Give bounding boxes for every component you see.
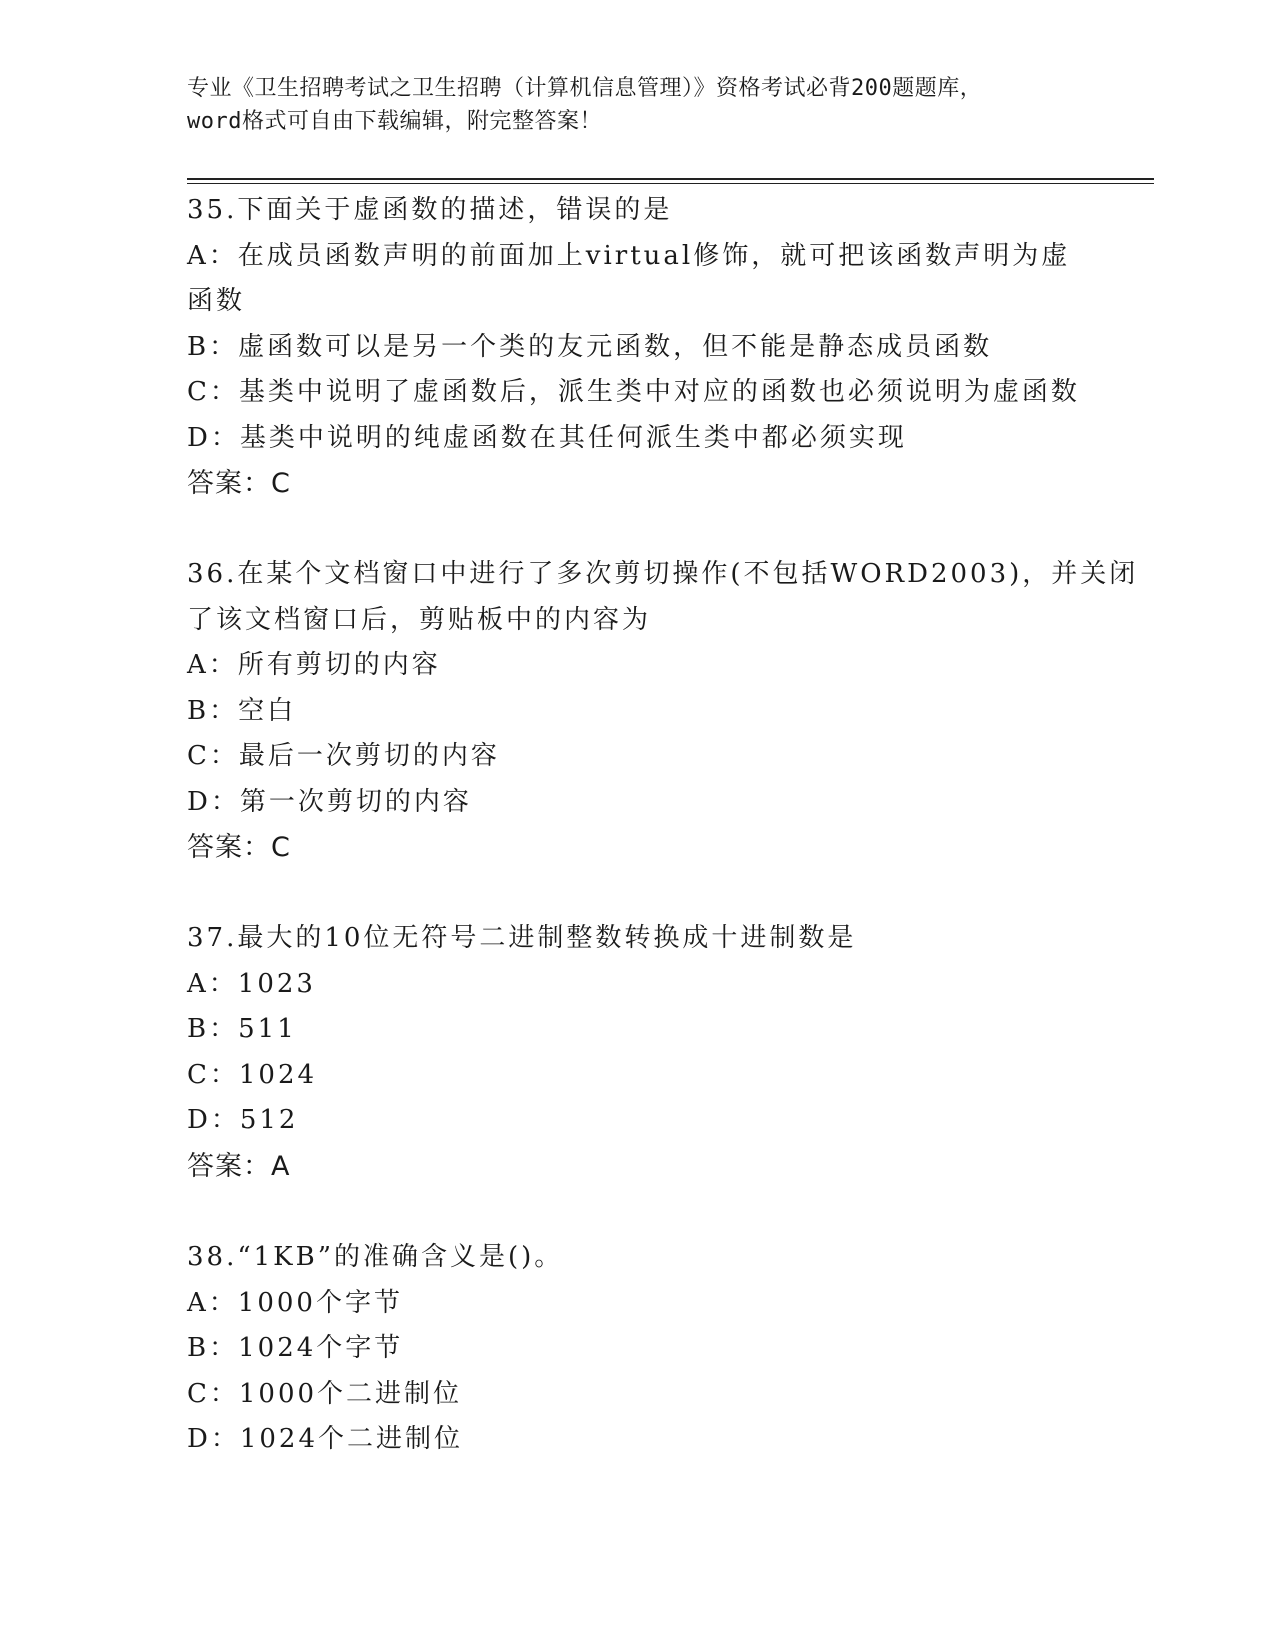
header-line: 专业《卫生招聘考试之卫生招聘（计算机信息管理）》资格考试必背200题题库，	[187, 76, 983, 101]
answer-label: 答案：C	[187, 468, 291, 499]
option-d: D：基类中说明的纯虚函数在其任何派生类中都必须实现	[187, 422, 907, 453]
option-a: A：在成员函数声明的前面加上virtual修饰，就可把该函数声明为虚	[187, 240, 1071, 271]
option-d: D：512	[187, 1105, 299, 1135]
option-c: C：基类中说明了虚函数后，派生类中对应的函数也必须说明为虚函数	[187, 377, 1080, 407]
question-38	[187, 1235, 1087, 1463]
answer-label: 答案：C	[187, 832, 291, 863]
option-a: A：1000个字节	[187, 1287, 403, 1318]
question-35	[187, 188, 1087, 507]
option-b: B：1024个字节	[187, 1333, 404, 1363]
option-c: C：最后一次剪切的内容	[187, 741, 500, 771]
document-header	[187, 72, 1087, 138]
option-b: B：511	[187, 1014, 297, 1044]
header-line: word格式可自由下载编辑，附完整答案！	[187, 109, 602, 134]
option-a: A：1023	[187, 968, 316, 999]
option-d: D：第一次剪切的内容	[187, 786, 472, 817]
answer-label: 答案：A	[187, 1150, 291, 1182]
question-stem: 36.在某个文档窗口中进行了多次剪切操作(不包括WORD2003)，并关闭	[187, 559, 1139, 589]
question-stem-continued: 了该文档窗口后，剪贴板中的内容为	[187, 604, 652, 635]
option-a-continued: 函数	[187, 286, 246, 316]
option-c: C：1000个二进制位	[187, 1378, 463, 1409]
question-37	[187, 916, 1087, 1189]
option-a: A：所有剪切的内容	[187, 650, 441, 680]
header-divider-thick	[187, 178, 1154, 180]
question-stem: 37.最大的10位无符号二进制整数转换成十进制数是	[187, 923, 857, 953]
option-d: D：1024个二进制位	[187, 1424, 464, 1454]
question-36	[187, 552, 1139, 871]
option-b: B：空白	[187, 695, 297, 726]
question-stem: 38.“1KB”的准确含义是()。	[187, 1242, 564, 1272]
option-c: C：1024	[187, 1059, 318, 1090]
question-stem: 35.下面关于虚函数的描述，错误的是	[187, 195, 673, 225]
option-b: B：虚函数可以是另一个类的友元函数，但不能是静态成员函数	[187, 331, 993, 362]
header-divider-thin	[187, 183, 1154, 184]
